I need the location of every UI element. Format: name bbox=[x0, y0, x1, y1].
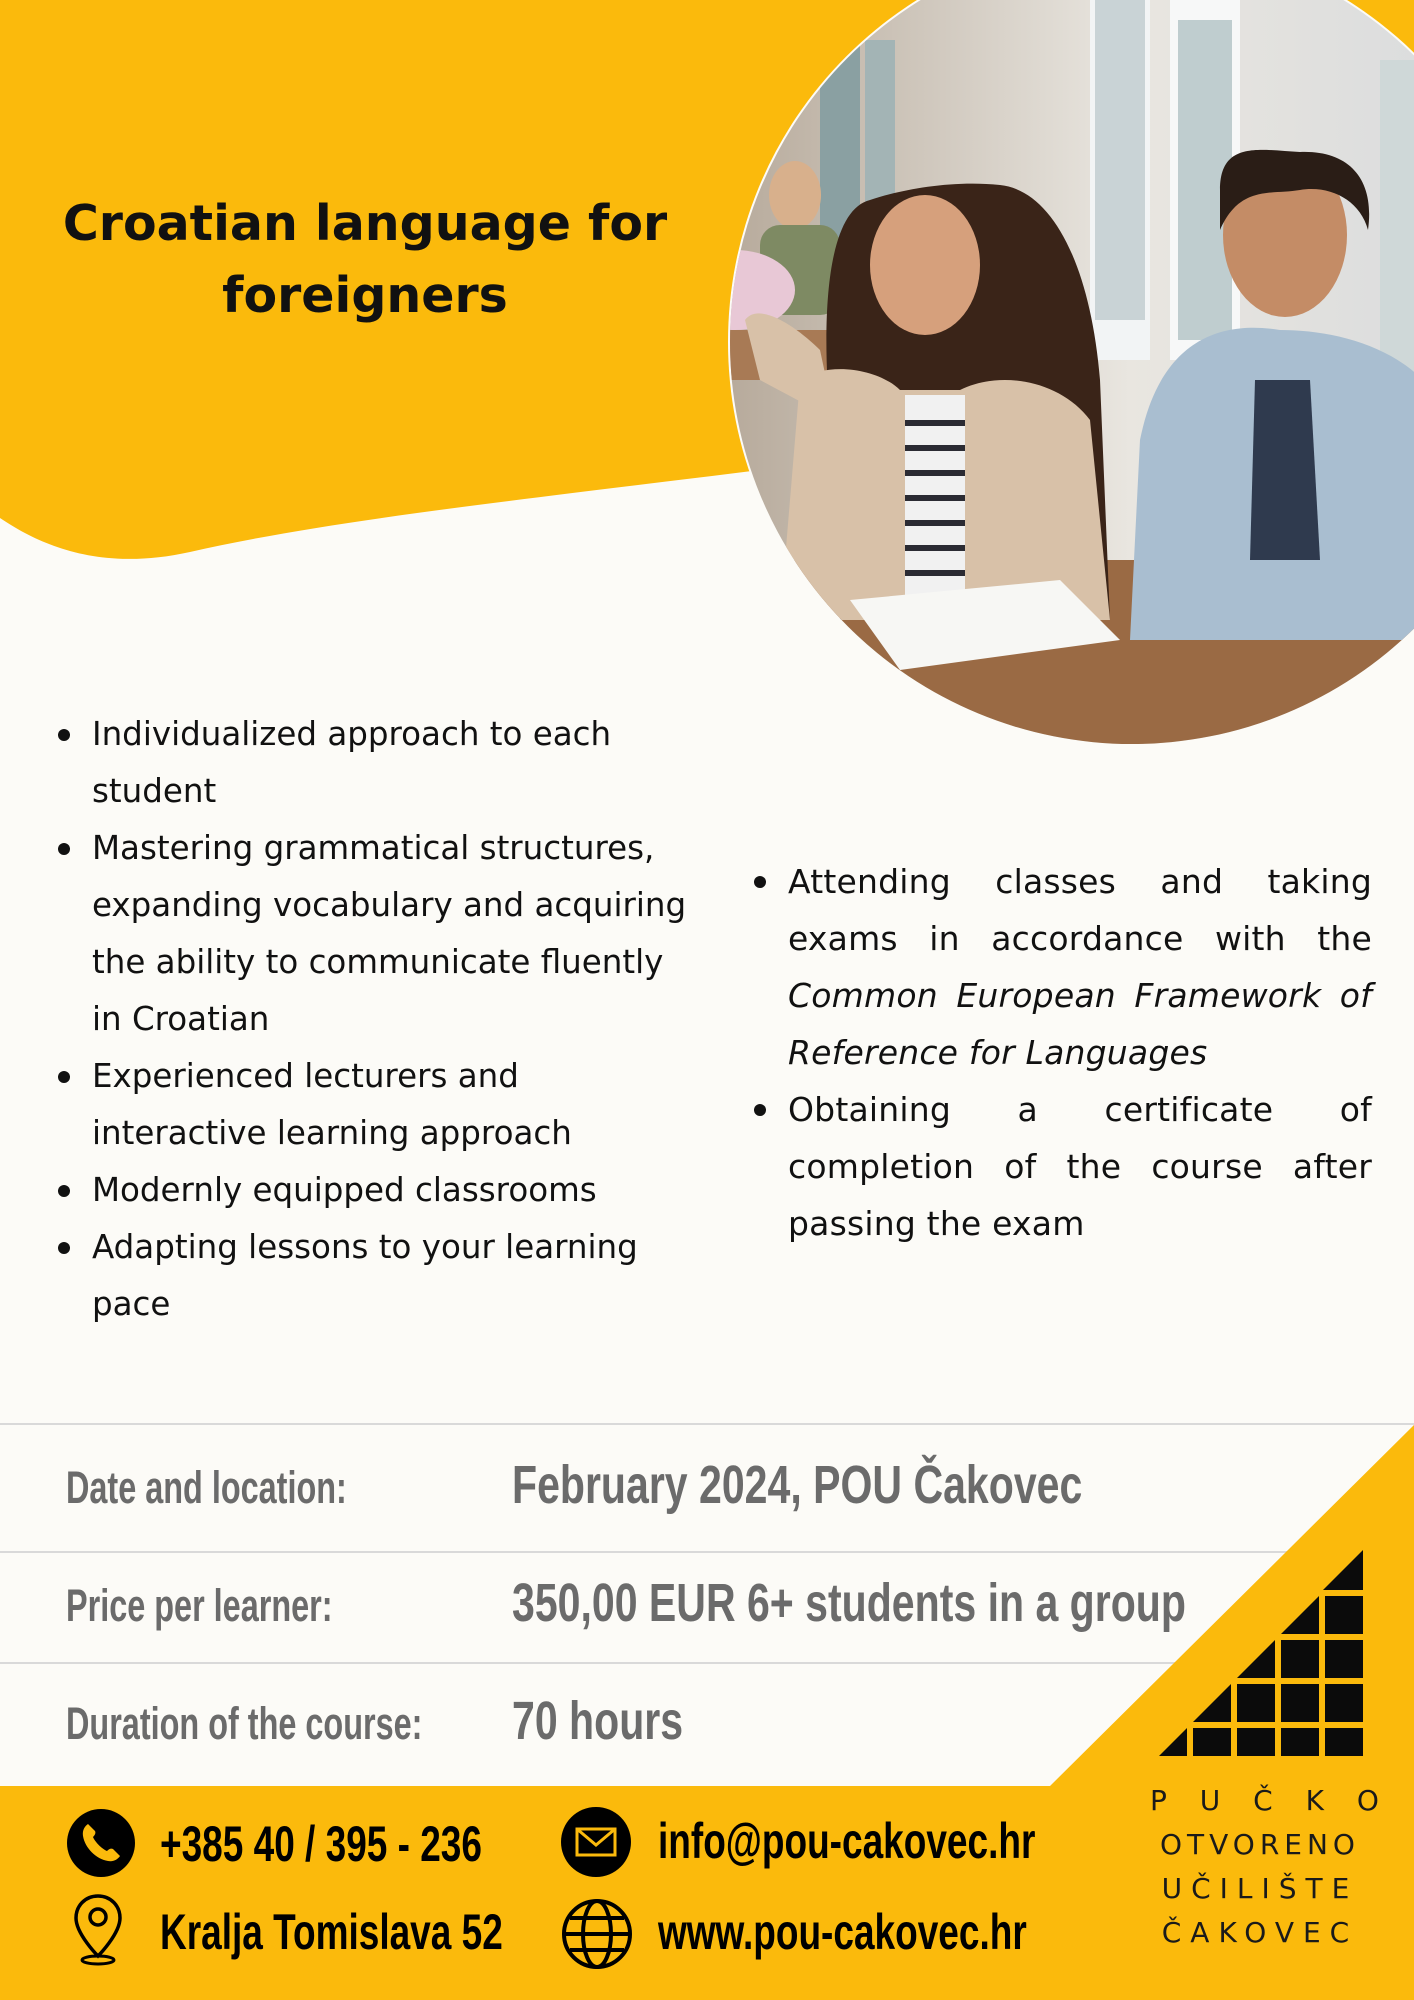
list-item: Individualized approach to each student bbox=[54, 706, 694, 820]
page-title: Croatian language for foreigners bbox=[62, 195, 668, 324]
website-link[interactable]: www.pou-cakovec.hr bbox=[658, 1904, 1027, 1960]
phone-number[interactable]: +385 40 / 395 - 236 bbox=[160, 1816, 482, 1872]
list-item: Adapting lessons to your learning pace bbox=[54, 1219, 694, 1333]
list-item-text: Attending classes and taking exams in accordance with the bbox=[788, 862, 1372, 958]
logo-line-4: ČAKOVEC bbox=[1161, 1916, 1359, 1949]
date-location-value: February 2024, POU Čakovec bbox=[512, 1455, 1083, 1515]
price-value: 350,00 EUR 6+ students in a group bbox=[512, 1573, 1186, 1633]
left-feature-list bbox=[54, 706, 694, 1333]
list-item: Mastering grammatical structures, expanding vocabulary and acquiring the ability to communicate fluently in Croatian bbox=[54, 820, 694, 1048]
cefr-reference: Common European Framework of Reference for Languages bbox=[788, 976, 1372, 1072]
list-item: Experienced lecturers and interactive learning approach bbox=[54, 1048, 694, 1162]
mail-icon bbox=[560, 1806, 632, 1878]
list-item bbox=[750, 853, 1372, 1081]
duration-label: Duration of the course: bbox=[66, 1698, 423, 1749]
phone-icon bbox=[66, 1808, 136, 1878]
date-location-label: Date and location: bbox=[66, 1462, 347, 1513]
price-label: Price per learner: bbox=[66, 1580, 333, 1631]
institution-logo-icon bbox=[1155, 1548, 1365, 1758]
logo-line-3: UČILIŠTE bbox=[1161, 1872, 1359, 1905]
list-item: Obtaining a certificate of completion of the course after passing the exam bbox=[750, 1081, 1372, 1252]
duration-value: 70 hours bbox=[512, 1691, 684, 1751]
right-feature-list bbox=[750, 853, 1372, 1252]
email-link[interactable]: info@pou-cakovec.hr bbox=[658, 1813, 1036, 1869]
address-text: Kralja Tomislava 52 bbox=[160, 1904, 503, 1960]
logo-line-2: OTVORENO bbox=[1160, 1828, 1360, 1861]
globe-icon bbox=[560, 1897, 634, 1971]
logo-line-1: P U Č K O bbox=[1150, 1784, 1391, 1817]
list-item: Modernly equipped classrooms bbox=[54, 1162, 694, 1219]
location-pin-icon bbox=[72, 1892, 124, 1966]
